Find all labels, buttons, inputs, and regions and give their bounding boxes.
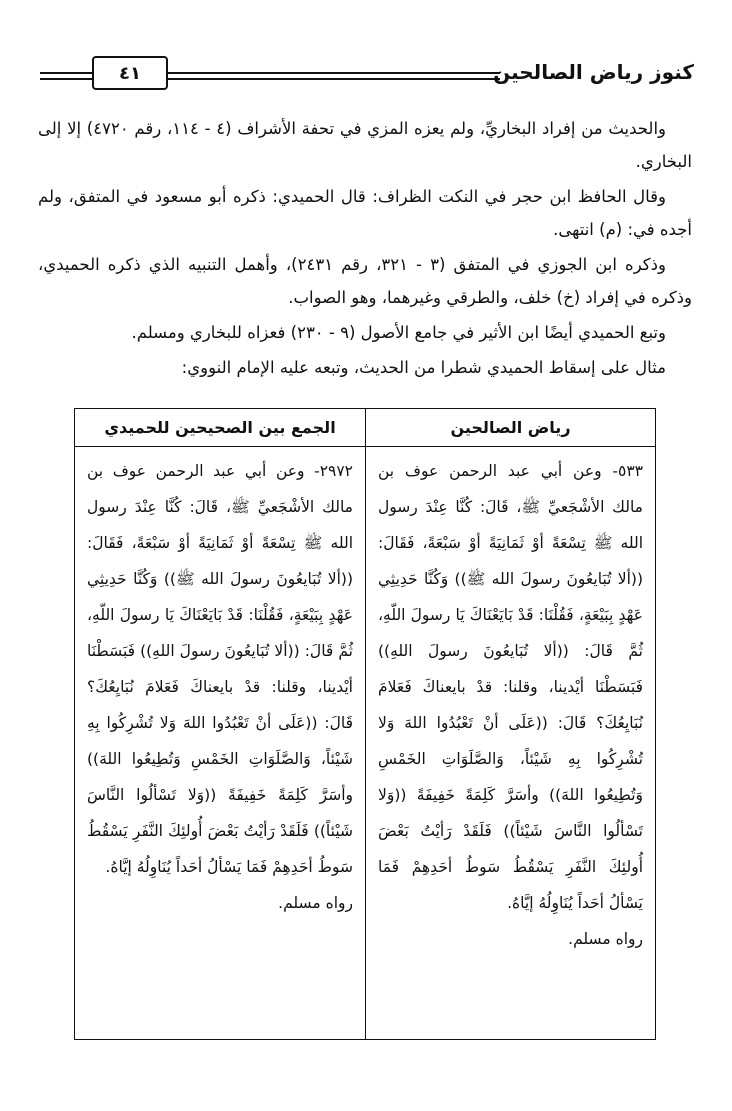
paragraph: وذكره ابن الجوزي في المتفق (٣ - ٣٢١، رقم ٢٤٣١)، وأهمل التنبيه الذي ذكره الحميدي، وذكره في إفراد (خ) خلف، والطرقي وغيرهما، وهو الصواب. (38, 255, 692, 307)
paragraph: وقال الحافظ ابن حجر في النكت الظراف: قال الحميدي: ذكره أبو مسعود في المتفق، ولم أجده في: (م) انتهى. (38, 187, 692, 239)
column-header: رياض الصالحين (366, 409, 655, 447)
paragraph: وتبع الحميدي أيضًا ابن الأثير في جامع الأصول (٩ - ٢٣٠) فعزاه للبخاري ومسلم. (131, 323, 666, 342)
column-humaydi (75, 409, 365, 1039)
column-header: الجمع بين الصحيحين للحميدي (75, 409, 365, 447)
page-number: ٤١ (92, 56, 168, 90)
body-text (38, 112, 692, 384)
hadith-body: ٥٣٣- وعن أبي عبد الرحمن عوف بن مالك الأشْجَعيِّ ﷺ، قَالَ: كُنَّا عِنْدَ رسول الله ﷺ تِسْعَةً أوْ ثَمَانِيَةً أوْ سَبْعَةً، فَقَالَ: ((ألا تُبَايعُونَ رسولَ الله ﷺ)) وَكُنَّا حَدِيثِي عَهْدٍ بِبَيْعَةٍ، فَقُلْنَا: قَدْ بَايَعْنَاكَ يَا رسولَ اللّهِ، ثُمَّ قَالَ: ((ألا تُبَايعُونَ رسولَ اللهِ)) فَبَسَطْنَا أيْدينا، وقلنا: قدْ بايعناكَ فَعَلامَ نُبَايِعُكَ؟ قَالَ: ((عَلَى أنْ تَعْبُدُوا اللهَ وَلا تُشْرِكُوا بِهِ شَيْئاً، وَالصَّلَوَاتِ الخَمْسِ وَتُطِيعُوا اللهَ)) وأسَرَّ كَلِمَةً خَفِيفَةً ((وَلا تَسْألُوا النَّاسَ شَيْئاً)) فَلَقَدْ رَأيْتُ بَعْضَ أُولئِكَ النَّفَرِ يَسْقُطُ سَوطُ أحَدِهِمْ فَمَا يَسْألُ أحَداً يُنَاوِلُهُ إيَّاهُ. (378, 462, 643, 912)
hadith-body: ٢٩٧٢- وعن أبي عبد الرحمن عوف بن مالك الأشْجَعيِّ ﷺ، قَالَ: كُنَّا عِنْدَ رسول الله ﷺ تِسْعَةً أوْ ثَمَانِيَةً أوْ سَبْعَةً، فَقَالَ: ((ألا تُبَايعُونَ رسولَ الله ﷺ)) وَكُنَّا حَدِيثِي عَهْدٍ بِبَيْعَةٍ، فَقُلْنَا: قَدْ بَايَعْنَاكَ يَا رسولَ اللّهِ، ثُمَّ قَالَ: ((ألا تُبَايعُونَ رسولَ اللهِ)) فَبَسَطْنَا أيْدينا، وقلنا: قدْ بايعناكَ فَعَلامَ نُبَايِعُكَ؟ قَالَ: ((عَلَى أنْ تَعْبُدُوا اللهَ وَلا تُشْرِكُوا بِهِ شَيْئاً، وَالصَّلَوَاتِ الخَمْسِ وَتُطِيعُوا اللهَ)) وأسَرَّ كَلِمَةً خَفِيفَةً ((وَلا تَسْألُوا النَّاسَ شَيْئاً)) فَلَقَدْ رَأيْتُ بَعْضَ أُولئِكَ النَّفَرِ يَسْقُطُ سَوطُ أحَدِهِمْ فَمَا يَسْألُ أحَداً يُنَاوِلُهُ إيَّاهُ. (87, 462, 353, 876)
hadith-text (366, 447, 655, 957)
paragraph: مثال على إسقاط الحميدي شطرا من الحديث، وتبعه عليه الإمام النووي: (181, 358, 666, 377)
page-header (30, 56, 694, 92)
header-double-rule (168, 72, 500, 80)
column-riyad-al-salihin (365, 409, 655, 1039)
comparison-table (74, 408, 656, 1040)
hadith-text (75, 447, 365, 921)
hadith-source: رواه مسلم. (278, 894, 353, 912)
hadith-source: رواه مسلم. (568, 930, 643, 948)
book-title: كنوز رياض الصالحين (493, 60, 694, 84)
header-double-rule-end (40, 72, 92, 80)
paragraph: والحديث من إفراد البخاريِّ، ولم يعزه المزي في تحفة الأشراف (٤ - ١١٤، رقم ٤٧٢٠) إلا إلى البخاري. (38, 119, 692, 171)
